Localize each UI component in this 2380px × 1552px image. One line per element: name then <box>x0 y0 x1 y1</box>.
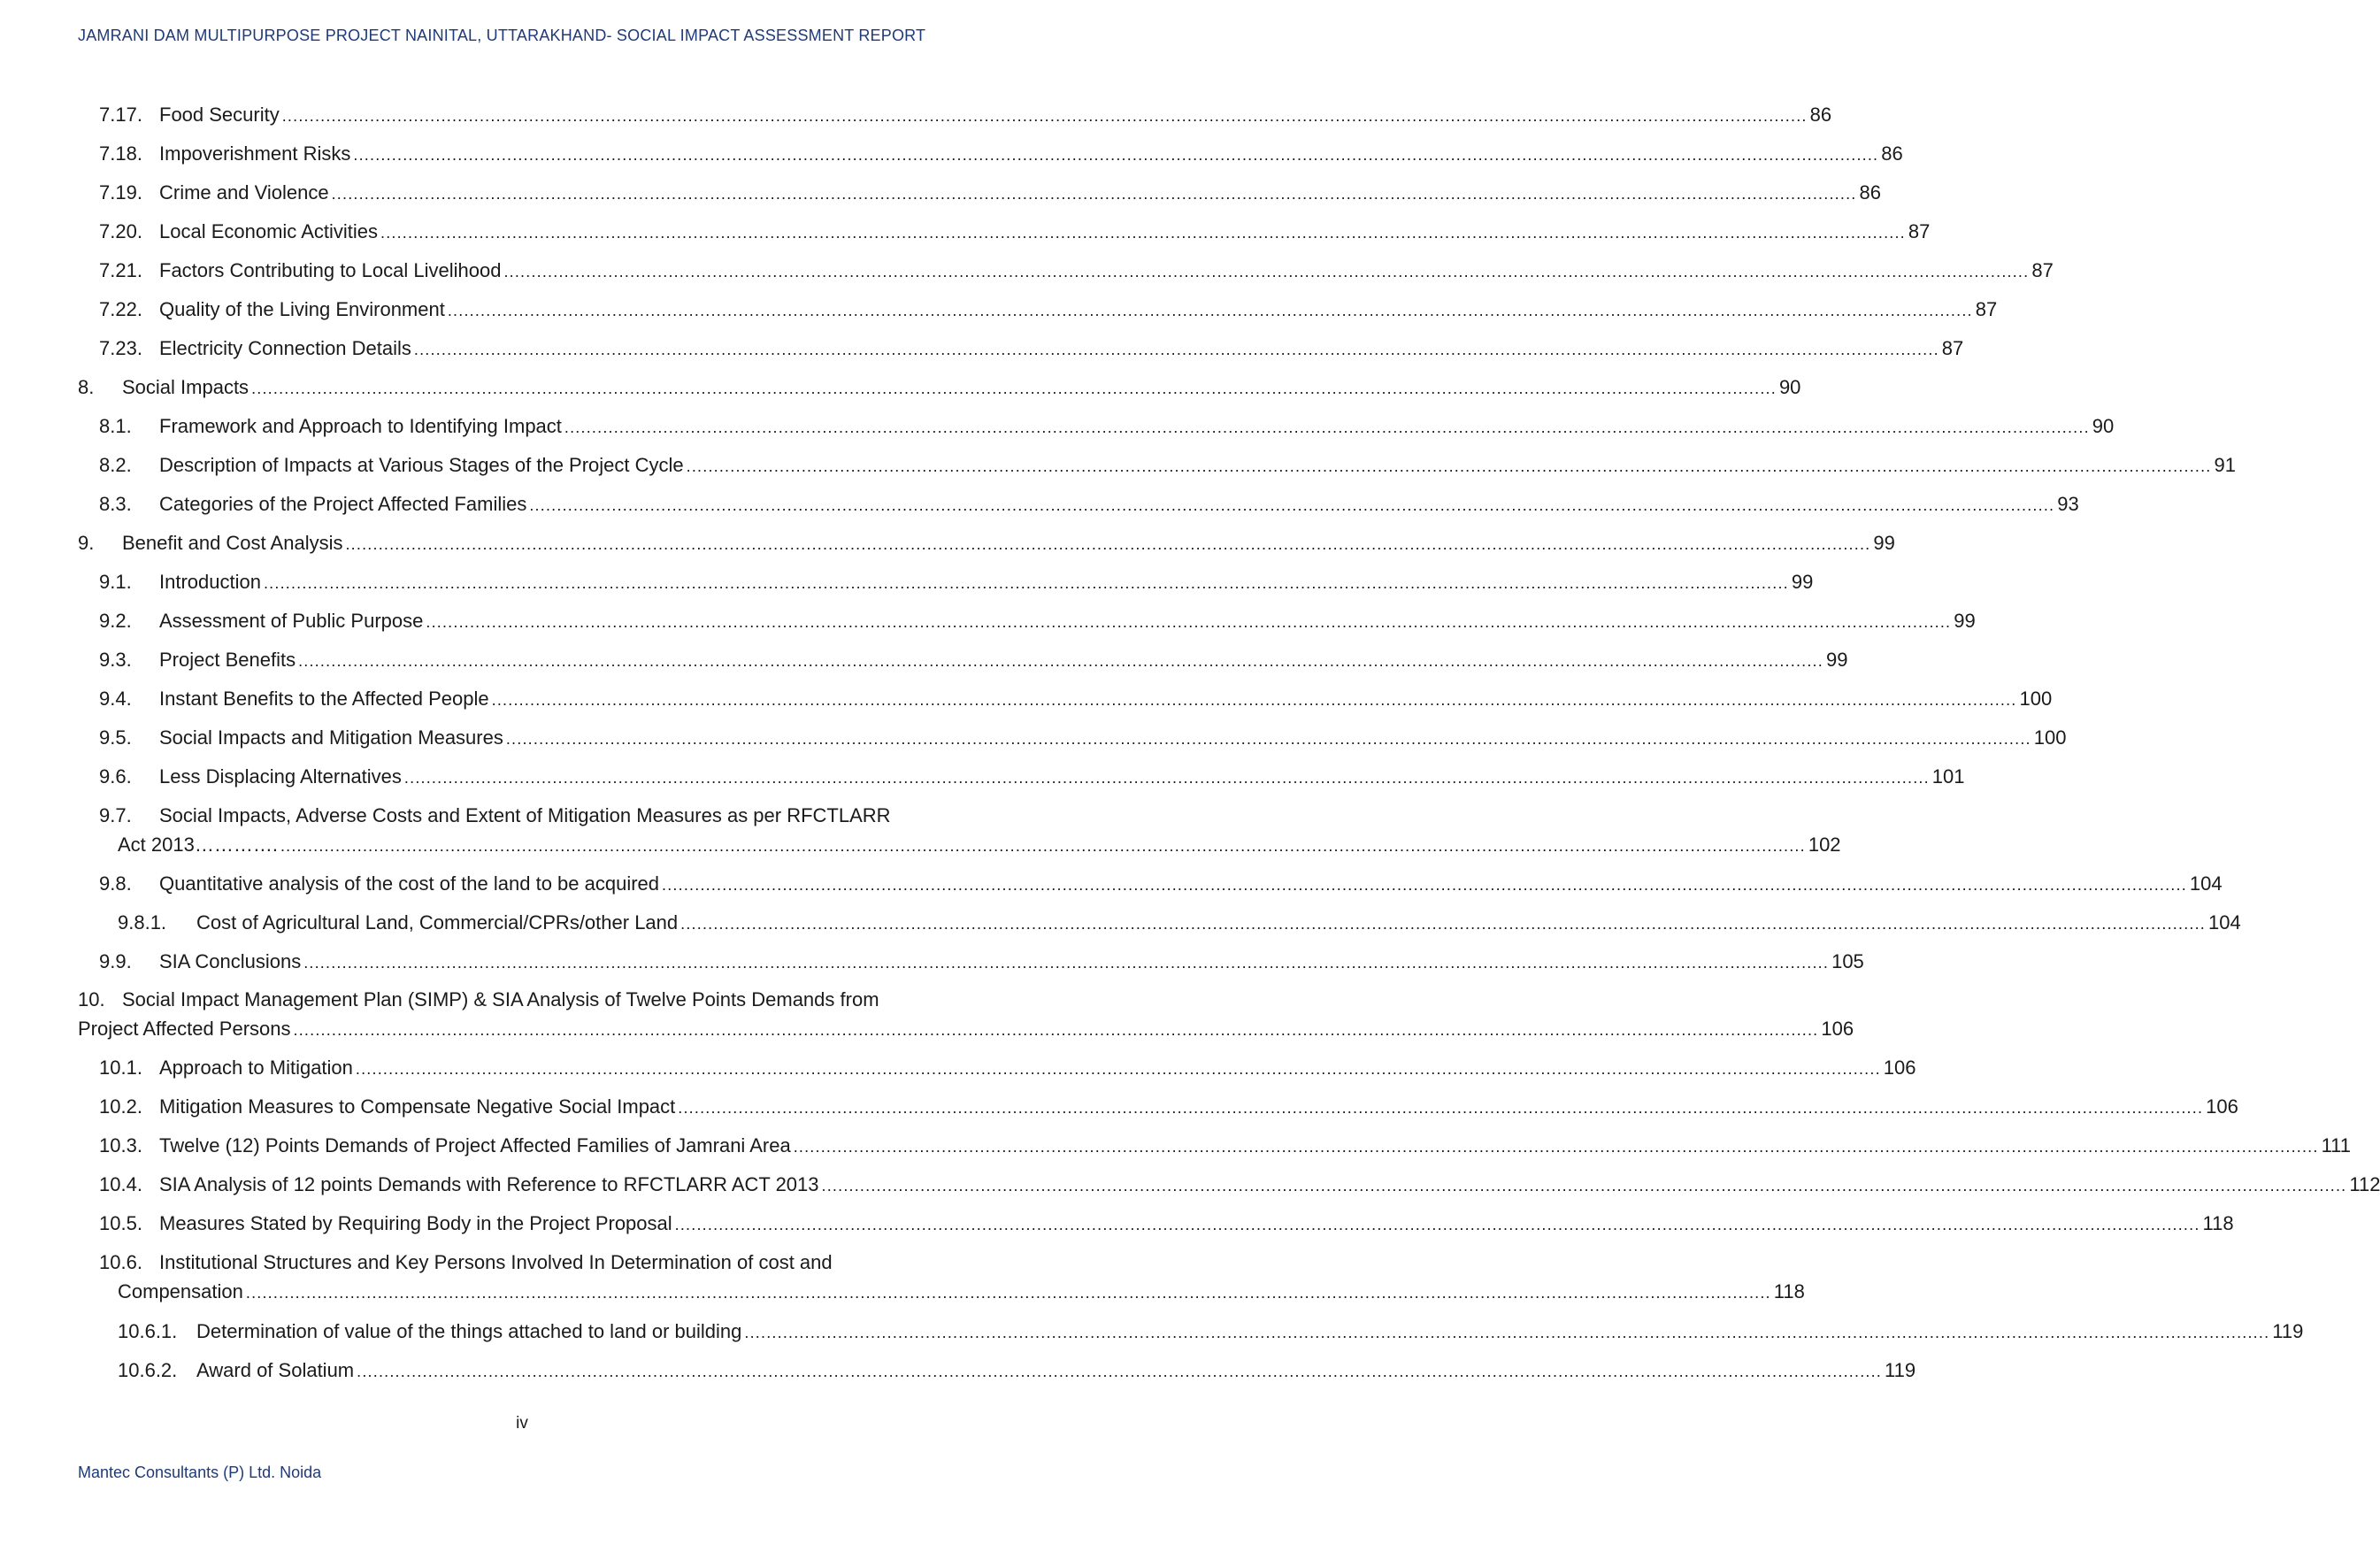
toc-number: 7.22. <box>99 298 142 320</box>
toc-title: Project Benefits <box>159 649 296 671</box>
toc-number: 10.3. <box>99 1134 142 1156</box>
page-number: iv <box>516 1414 528 1433</box>
toc-number: 7.21. <box>99 259 142 281</box>
toc-entry[interactable] <box>99 803 1841 859</box>
toc-entry[interactable] <box>99 1133 2352 1160</box>
toc-entry[interactable] <box>99 686 2053 713</box>
running-header: JAMRANI DAM MULTIPURPOSE PROJECT NAINITAL, UTTARAKHAND- SOCIAL IMPACT ASSESSMENT REPORT <box>78 27 926 44</box>
toc-number: 8.2. <box>99 454 132 476</box>
toc-page-number: 90 <box>2092 415 2115 437</box>
toc-entry[interactable] <box>78 530 1895 557</box>
toc-number: 9.3. <box>99 649 132 671</box>
toc-page-number: 101 <box>1931 765 1965 788</box>
toc-page-number: 87 <box>1908 220 1931 242</box>
toc-leader-dots <box>251 375 1777 402</box>
toc-leader-dots <box>353 142 1878 168</box>
toc-leader-dots <box>680 910 2206 937</box>
toc-page-number: 111 <box>2321 1134 2352 1156</box>
toc-entry[interactable] <box>118 1357 1916 1385</box>
toc-entry[interactable] <box>99 1055 1916 1082</box>
toc-page-number: 100 <box>2033 726 2067 749</box>
toc-number: 10.1. <box>99 1056 142 1079</box>
toc-page-number: 93 <box>2057 493 2079 515</box>
toc-entry[interactable] <box>99 949 1864 976</box>
toc-title: Approach to Mitigation <box>159 1056 353 1079</box>
toc-title: Mitigation Measures to Compensate Negative Social Impact <box>159 1095 676 1118</box>
toc-title: Institutional Structures and Key Persons Involved In Determination of cost and <box>159 1251 833 1273</box>
toc-page-number: 91 <box>2214 454 2236 476</box>
toc-entry[interactable] <box>99 764 1965 791</box>
toc-page-number: 106 <box>2206 1095 2238 1118</box>
toc-page-number: 87 <box>1975 298 1998 320</box>
toc-page-number: 106 <box>1883 1056 1916 1079</box>
toc-entry[interactable] <box>118 1318 2304 1346</box>
toc-entry[interactable] <box>99 180 1881 207</box>
toc-number: 7.23. <box>99 337 142 359</box>
toc-number: 10. <box>78 988 105 1010</box>
toc-leader-dots <box>414 336 1939 363</box>
toc-entry[interactable] <box>99 491 2079 519</box>
toc-entry[interactable] <box>118 910 2241 937</box>
toc-title: Quality of the Living Environment <box>159 298 445 320</box>
toc-number: 8. <box>78 376 95 398</box>
toc-number: 9.7. <box>99 804 132 826</box>
toc-title: Electricity Connection Details <box>159 337 411 359</box>
toc-leader-dots <box>280 833 1806 859</box>
toc-number: 9. <box>78 532 95 554</box>
toc-entry[interactable] <box>99 413 2115 441</box>
toc-leader-dots <box>345 531 1870 557</box>
toc-leader-dots <box>282 103 1808 129</box>
toc-title: SIA Conclusions <box>159 950 302 972</box>
toc-leader-dots <box>404 764 1930 791</box>
toc-leader-dots <box>503 258 2029 285</box>
toc-page-number: 118 <box>1773 1280 1805 1302</box>
toc-number: 10.6.2. <box>118 1359 178 1381</box>
toc-leader-dots <box>687 453 2212 480</box>
toc-entry[interactable] <box>78 987 1854 1043</box>
toc-number: 10.2. <box>99 1095 142 1118</box>
toc-leader-dots <box>298 648 1823 674</box>
toc-number: 10.5. <box>99 1212 142 1234</box>
toc-number: 9.4. <box>99 688 132 710</box>
toc-number: 7.17. <box>99 104 142 126</box>
toc-title: Award of Solatium <box>196 1359 355 1381</box>
toc-entry[interactable] <box>99 1210 2234 1238</box>
toc-leader-dots <box>744 1319 2269 1346</box>
toc-number: 9.6. <box>99 765 132 788</box>
toc-title: Social Impact Management Plan (SIMP) & SIA Analysis of Twelve Points Demands from <box>122 988 879 1010</box>
toc-number: 10.6.1. <box>118 1320 178 1342</box>
toc-page-number: 99 <box>1825 649 1848 671</box>
toc-title: Description of Impacts at Various Stages of the Project Cycle <box>159 454 684 476</box>
toc-page-number: 86 <box>1859 181 1881 204</box>
toc-leader-dots <box>332 181 1857 207</box>
toc-page-number: 86 <box>1881 142 1903 165</box>
toc-page-number: 112 <box>2349 1173 2380 1195</box>
toc-leader-dots <box>356 1056 1881 1082</box>
toc-leader-dots <box>492 687 2017 713</box>
toc-title: SIA Analysis of 12 points Demands with Reference to RFCTLARR ACT 2013 <box>159 1173 819 1195</box>
toc-page-number: 100 <box>2019 688 2053 710</box>
toc-page-number: 99 <box>1954 610 1976 632</box>
toc-entry[interactable] <box>99 608 1976 635</box>
toc-entry[interactable] <box>99 569 1814 596</box>
toc-title: Introduction <box>159 571 261 593</box>
toc-page-number: 119 <box>2272 1320 2304 1342</box>
toc-title-continuation: Project Affected Persons <box>78 1018 291 1040</box>
toc-number: 9.1. <box>99 571 132 593</box>
toc-page-number: 118 <box>2202 1212 2234 1234</box>
toc-title: Assessment of Public Purpose <box>159 610 424 632</box>
toc-number: 9.8.1. <box>118 911 167 934</box>
toc-number: 10.6. <box>99 1251 142 1273</box>
toc-entry[interactable] <box>78 374 1801 402</box>
toc-number: 9.8. <box>99 872 132 895</box>
toc-title-continuation: Act 2013…………. <box>118 834 278 856</box>
toc-number: 8.3. <box>99 493 132 515</box>
toc-title: Local Economic Activities <box>159 220 378 242</box>
toc-leader-dots <box>448 297 1973 324</box>
toc-page-number: 106 <box>1821 1018 1854 1040</box>
toc-entry[interactable] <box>99 1249 1805 1306</box>
toc-entry[interactable] <box>99 725 2067 752</box>
toc-leader-dots <box>529 492 2054 519</box>
toc-title: Benefit and Cost Analysis <box>122 532 343 554</box>
toc-page-number: 99 <box>1873 532 1895 554</box>
toc-entry[interactable] <box>99 1094 2238 1121</box>
toc-title: Less Displacing Alternatives <box>159 765 402 788</box>
toc-leader-dots <box>246 1279 1771 1306</box>
toc-page-number: 86 <box>1809 104 1832 126</box>
toc-page-number: 87 <box>1941 337 1964 359</box>
toc-title-continuation: Compensation <box>118 1280 243 1302</box>
toc-title: Instant Benefits to the Affected People <box>159 688 489 710</box>
toc-title: Food Security <box>159 104 280 126</box>
toc-title: Measures Stated by Requiring Body in the Project Proposal <box>159 1212 672 1234</box>
toc-entry[interactable] <box>99 335 1964 363</box>
toc-title: Cost of Agricultural Land, Commercial/CPRs/other Land <box>196 911 679 934</box>
footer-company: Mantec Consultants (P) Ltd. Noida <box>78 1464 322 1481</box>
toc-title: Factors Contributing to Local Livelihood <box>159 259 502 281</box>
toc-leader-dots <box>506 726 2031 752</box>
toc-entry[interactable] <box>99 296 1998 324</box>
toc-leader-dots <box>564 414 2090 441</box>
toc-title: Social Impacts and Mitigation Measures <box>159 726 503 749</box>
toc-title: Determination of value of the things attached to land or building <box>196 1320 742 1342</box>
toc-page-number: 104 <box>2208 911 2241 934</box>
toc-leader-dots <box>264 570 1789 596</box>
toc-number: 9.5. <box>99 726 132 749</box>
toc-number: 9.2. <box>99 610 132 632</box>
toc-number: 10.4. <box>99 1173 142 1195</box>
toc-title: Crime and Violence <box>159 181 329 204</box>
toc-number: 7.19. <box>99 181 142 204</box>
toc-leader-dots <box>794 1133 2319 1160</box>
toc-number: 7.20. <box>99 220 142 242</box>
toc-entry[interactable] <box>99 647 1848 674</box>
toc-page-number: 105 <box>1831 950 1864 972</box>
toc-entry[interactable] <box>99 871 2223 898</box>
toc-leader-dots <box>678 1095 2203 1121</box>
toc-title: Social Impacts, Adverse Costs and Extent of Mitigation Measures as per RFCTLARR <box>159 804 891 826</box>
toc-page-number: 119 <box>1885 1359 1916 1381</box>
toc-entry[interactable] <box>99 452 2236 480</box>
toc-number: 7.18. <box>99 142 142 165</box>
toc-title: Social Impacts <box>122 376 250 398</box>
toc-leader-dots <box>662 872 2187 898</box>
toc-entry[interactable] <box>99 141 1903 168</box>
toc-leader-dots <box>380 219 1906 246</box>
toc-leader-dots <box>675 1211 2200 1238</box>
toc-title: Categories of the Project Affected Families <box>159 493 527 515</box>
toc-number: 8.1. <box>99 415 132 437</box>
toc-entry[interactable] <box>99 102 1832 129</box>
toc-title: Twelve (12) Points Demands of Project Affected Families of Jamrani Area <box>159 1134 791 1156</box>
toc-title: Quantitative analysis of the cost of the land to be acquired <box>159 872 660 895</box>
toc-page-number: 90 <box>1778 376 1801 398</box>
toc-number: 9.9. <box>99 950 132 972</box>
toc-entry[interactable] <box>99 219 1931 246</box>
toc-leader-dots <box>303 949 1829 976</box>
toc-page-number: 102 <box>1808 834 1841 856</box>
toc-leader-dots <box>294 1017 1819 1043</box>
toc-title: Framework and Approach to Identifying Impact <box>159 415 562 437</box>
toc-page-number: 99 <box>1791 571 1814 593</box>
toc-title: Impoverishment Risks <box>159 142 351 165</box>
toc-entry[interactable] <box>99 257 2054 285</box>
toc-entry[interactable] <box>99 1172 2380 1199</box>
toc-leader-dots <box>822 1172 2347 1199</box>
toc-leader-dots <box>426 609 1951 635</box>
toc-page-number: 104 <box>2189 872 2223 895</box>
toc-leader-dots <box>357 1358 1882 1385</box>
toc-page-number: 87 <box>2031 259 2054 281</box>
